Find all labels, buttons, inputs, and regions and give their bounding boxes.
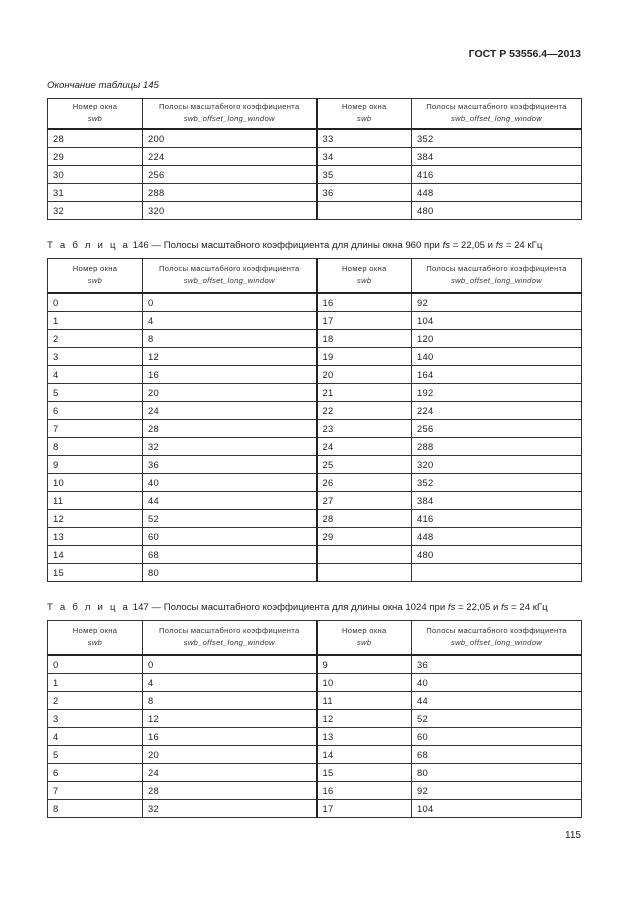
column-header-swb: Номер окна swb <box>48 621 143 655</box>
swb-cell: 12 <box>48 509 143 527</box>
band-cell: 8 <box>143 691 317 709</box>
swb-cell: 0 <box>48 293 143 312</box>
table-row <box>48 147 582 165</box>
swb-cell: 13 <box>317 727 412 745</box>
column-header-swb: Номер окна swb <box>317 99 412 129</box>
column-header-band: Полосы масштабного коэффициента swb_offset_long_window <box>412 99 582 129</box>
swb-cell <box>317 201 412 219</box>
swb-cell: 17 <box>317 799 412 817</box>
swb-cell: 13 <box>48 527 143 545</box>
swb-cell: 2 <box>48 329 143 347</box>
band-cell: 16 <box>143 365 317 383</box>
band-cell: 104 <box>412 311 582 329</box>
table-147 <box>47 620 582 818</box>
swb-cell: 29 <box>317 527 412 545</box>
column-header-band: Полосы масштабного коэффициента swb_offset_long_window <box>143 621 317 655</box>
band-cell: 384 <box>412 147 582 165</box>
band-cell: 80 <box>143 563 317 581</box>
band-cell: 352 <box>412 129 582 148</box>
band-cell: 288 <box>143 183 317 201</box>
band-cell: 4 <box>143 311 317 329</box>
band-cell: 44 <box>412 691 582 709</box>
table-row <box>48 709 582 727</box>
swb-cell: 33 <box>317 129 412 148</box>
column-header-swb: Номер окна swb <box>48 99 143 129</box>
table-row <box>48 347 582 365</box>
swb-cell: 16 <box>317 293 412 312</box>
swb-cell: 22 <box>317 401 412 419</box>
swb-cell: 12 <box>317 709 412 727</box>
band-cell: 52 <box>143 509 317 527</box>
page-number: 115 <box>565 830 581 841</box>
band-cell: 32 <box>143 437 317 455</box>
table-row <box>48 455 582 473</box>
table-row <box>48 419 582 437</box>
band-cell: 52 <box>412 709 582 727</box>
band-cell: 92 <box>412 781 582 799</box>
band-cell: 80 <box>412 763 582 781</box>
swb-cell: 31 <box>48 183 143 201</box>
table-row <box>48 727 582 745</box>
column-header-swb: Номер окна swb <box>317 621 412 655</box>
band-cell: 24 <box>143 763 317 781</box>
band-cell: 256 <box>143 165 317 183</box>
swb-cell: 20 <box>317 365 412 383</box>
band-cell: 224 <box>143 147 317 165</box>
band-cell: 200 <box>143 129 317 148</box>
table-row <box>48 311 582 329</box>
swb-cell: 8 <box>48 437 143 455</box>
table-row <box>48 491 582 509</box>
band-cell: 16 <box>143 727 317 745</box>
swb-cell <box>317 563 412 581</box>
table-row <box>48 129 582 148</box>
swb-cell: 24 <box>317 437 412 455</box>
band-cell: 40 <box>412 673 582 691</box>
band-cell: 288 <box>412 437 582 455</box>
swb-cell: 6 <box>48 763 143 781</box>
table-row <box>48 527 582 545</box>
table-row <box>48 293 582 312</box>
band-cell: 20 <box>143 383 317 401</box>
band-cell: 92 <box>412 293 582 312</box>
band-cell: 416 <box>412 509 582 527</box>
band-cell: 448 <box>412 527 582 545</box>
band-cell: 28 <box>143 781 317 799</box>
swb-cell: 17 <box>317 311 412 329</box>
table-145-caption: Окончание таблицы 145 <box>47 80 159 91</box>
table-row <box>48 745 582 763</box>
swb-cell: 34 <box>317 147 412 165</box>
swb-cell: 36 <box>317 183 412 201</box>
table-145 <box>47 98 582 220</box>
band-cell: 120 <box>412 329 582 347</box>
table-row <box>48 329 582 347</box>
band-cell: 164 <box>412 365 582 383</box>
table-146-caption: Т а б л и ц а 146 — Полосы масштабного коэффициента для длины окна 960 при fs = 22,05 и fs = 24 кГц <box>47 240 543 251</box>
band-cell: 68 <box>412 745 582 763</box>
table-row <box>48 165 582 183</box>
swb-cell: 1 <box>48 673 143 691</box>
swb-cell: 28 <box>48 129 143 148</box>
column-header-band: Полосы масштабного коэффициента swb_offset_long_window <box>412 621 582 655</box>
table-row <box>48 365 582 383</box>
table-row <box>48 509 582 527</box>
swb-cell: 2 <box>48 691 143 709</box>
band-cell: 8 <box>143 329 317 347</box>
band-cell: 224 <box>412 401 582 419</box>
swb-cell: 3 <box>48 347 143 365</box>
swb-cell: 11 <box>48 491 143 509</box>
table-row <box>48 563 582 581</box>
swb-cell: 6 <box>48 401 143 419</box>
swb-cell: 14 <box>48 545 143 563</box>
swb-cell: 35 <box>317 165 412 183</box>
swb-cell: 10 <box>317 673 412 691</box>
table-row <box>48 383 582 401</box>
document-code: ГОСТ Р 53556.4—2013 <box>468 48 581 60</box>
table-row <box>48 673 582 691</box>
table-row <box>48 781 582 799</box>
band-cell: 36 <box>143 455 317 473</box>
swb-cell: 10 <box>48 473 143 491</box>
band-cell: 60 <box>412 727 582 745</box>
swb-cell: 15 <box>317 763 412 781</box>
band-cell: 12 <box>143 709 317 727</box>
table-147-caption: Т а б л и ц а 147 — Полосы масштабного коэффициента для длины окна 1024 при fs = 22,05 и fs = 24 кГц <box>47 602 548 613</box>
swb-cell: 5 <box>48 745 143 763</box>
swb-cell: 32 <box>48 201 143 219</box>
column-header-swb: Номер окна swb <box>317 259 412 293</box>
table-row <box>48 401 582 419</box>
band-cell: 352 <box>412 473 582 491</box>
swb-cell: 28 <box>317 509 412 527</box>
band-cell: 104 <box>412 799 582 817</box>
swb-cell: 15 <box>48 563 143 581</box>
band-cell <box>412 563 582 581</box>
column-header-swb: Номер окна swb <box>48 259 143 293</box>
band-cell: 44 <box>143 491 317 509</box>
band-cell: 320 <box>412 455 582 473</box>
swb-cell: 27 <box>317 491 412 509</box>
band-cell: 68 <box>143 545 317 563</box>
swb-cell: 11 <box>317 691 412 709</box>
band-cell: 448 <box>412 183 582 201</box>
band-cell: 256 <box>412 419 582 437</box>
band-cell: 32 <box>143 799 317 817</box>
swb-cell: 19 <box>317 347 412 365</box>
column-header-band: Полосы масштабного коэффициента swb_offset_long_window <box>143 259 317 293</box>
band-cell: 60 <box>143 527 317 545</box>
band-cell: 24 <box>143 401 317 419</box>
band-cell: 480 <box>412 201 582 219</box>
swb-cell: 0 <box>48 655 143 674</box>
band-cell: 0 <box>143 293 317 312</box>
table-146 <box>47 258 582 582</box>
band-cell: 12 <box>143 347 317 365</box>
swb-cell: 21 <box>317 383 412 401</box>
band-cell: 28 <box>143 419 317 437</box>
swb-cell: 18 <box>317 329 412 347</box>
band-cell: 140 <box>412 347 582 365</box>
band-cell: 0 <box>143 655 317 674</box>
table-row <box>48 655 582 674</box>
table-row <box>48 545 582 563</box>
column-header-band: Полосы масштабного коэффициента swb_offset_long_window <box>412 259 582 293</box>
column-header-band: Полосы масштабного коэффициента swb_offset_long_window <box>143 99 317 129</box>
swb-cell: 23 <box>317 419 412 437</box>
swb-cell: 4 <box>48 365 143 383</box>
table-row <box>48 691 582 709</box>
swb-cell: 26 <box>317 473 412 491</box>
band-cell: 20 <box>143 745 317 763</box>
table-row <box>48 183 582 201</box>
swb-cell: 30 <box>48 165 143 183</box>
swb-cell: 5 <box>48 383 143 401</box>
band-cell: 320 <box>143 201 317 219</box>
band-cell: 416 <box>412 165 582 183</box>
band-cell: 4 <box>143 673 317 691</box>
swb-cell: 25 <box>317 455 412 473</box>
band-cell: 192 <box>412 383 582 401</box>
swb-cell: 7 <box>48 781 143 799</box>
band-cell: 480 <box>412 545 582 563</box>
swb-cell: 9 <box>317 655 412 674</box>
band-cell: 384 <box>412 491 582 509</box>
table-row <box>48 437 582 455</box>
swb-cell <box>317 545 412 563</box>
swb-cell: 29 <box>48 147 143 165</box>
swb-cell: 8 <box>48 799 143 817</box>
swb-cell: 14 <box>317 745 412 763</box>
swb-cell: 1 <box>48 311 143 329</box>
table-row <box>48 473 582 491</box>
table-row <box>48 201 582 219</box>
swb-cell: 4 <box>48 727 143 745</box>
swb-cell: 7 <box>48 419 143 437</box>
table-row <box>48 763 582 781</box>
swb-cell: 9 <box>48 455 143 473</box>
table-row <box>48 799 582 817</box>
band-cell: 40 <box>143 473 317 491</box>
swb-cell: 3 <box>48 709 143 727</box>
swb-cell: 16 <box>317 781 412 799</box>
band-cell: 36 <box>412 655 582 674</box>
